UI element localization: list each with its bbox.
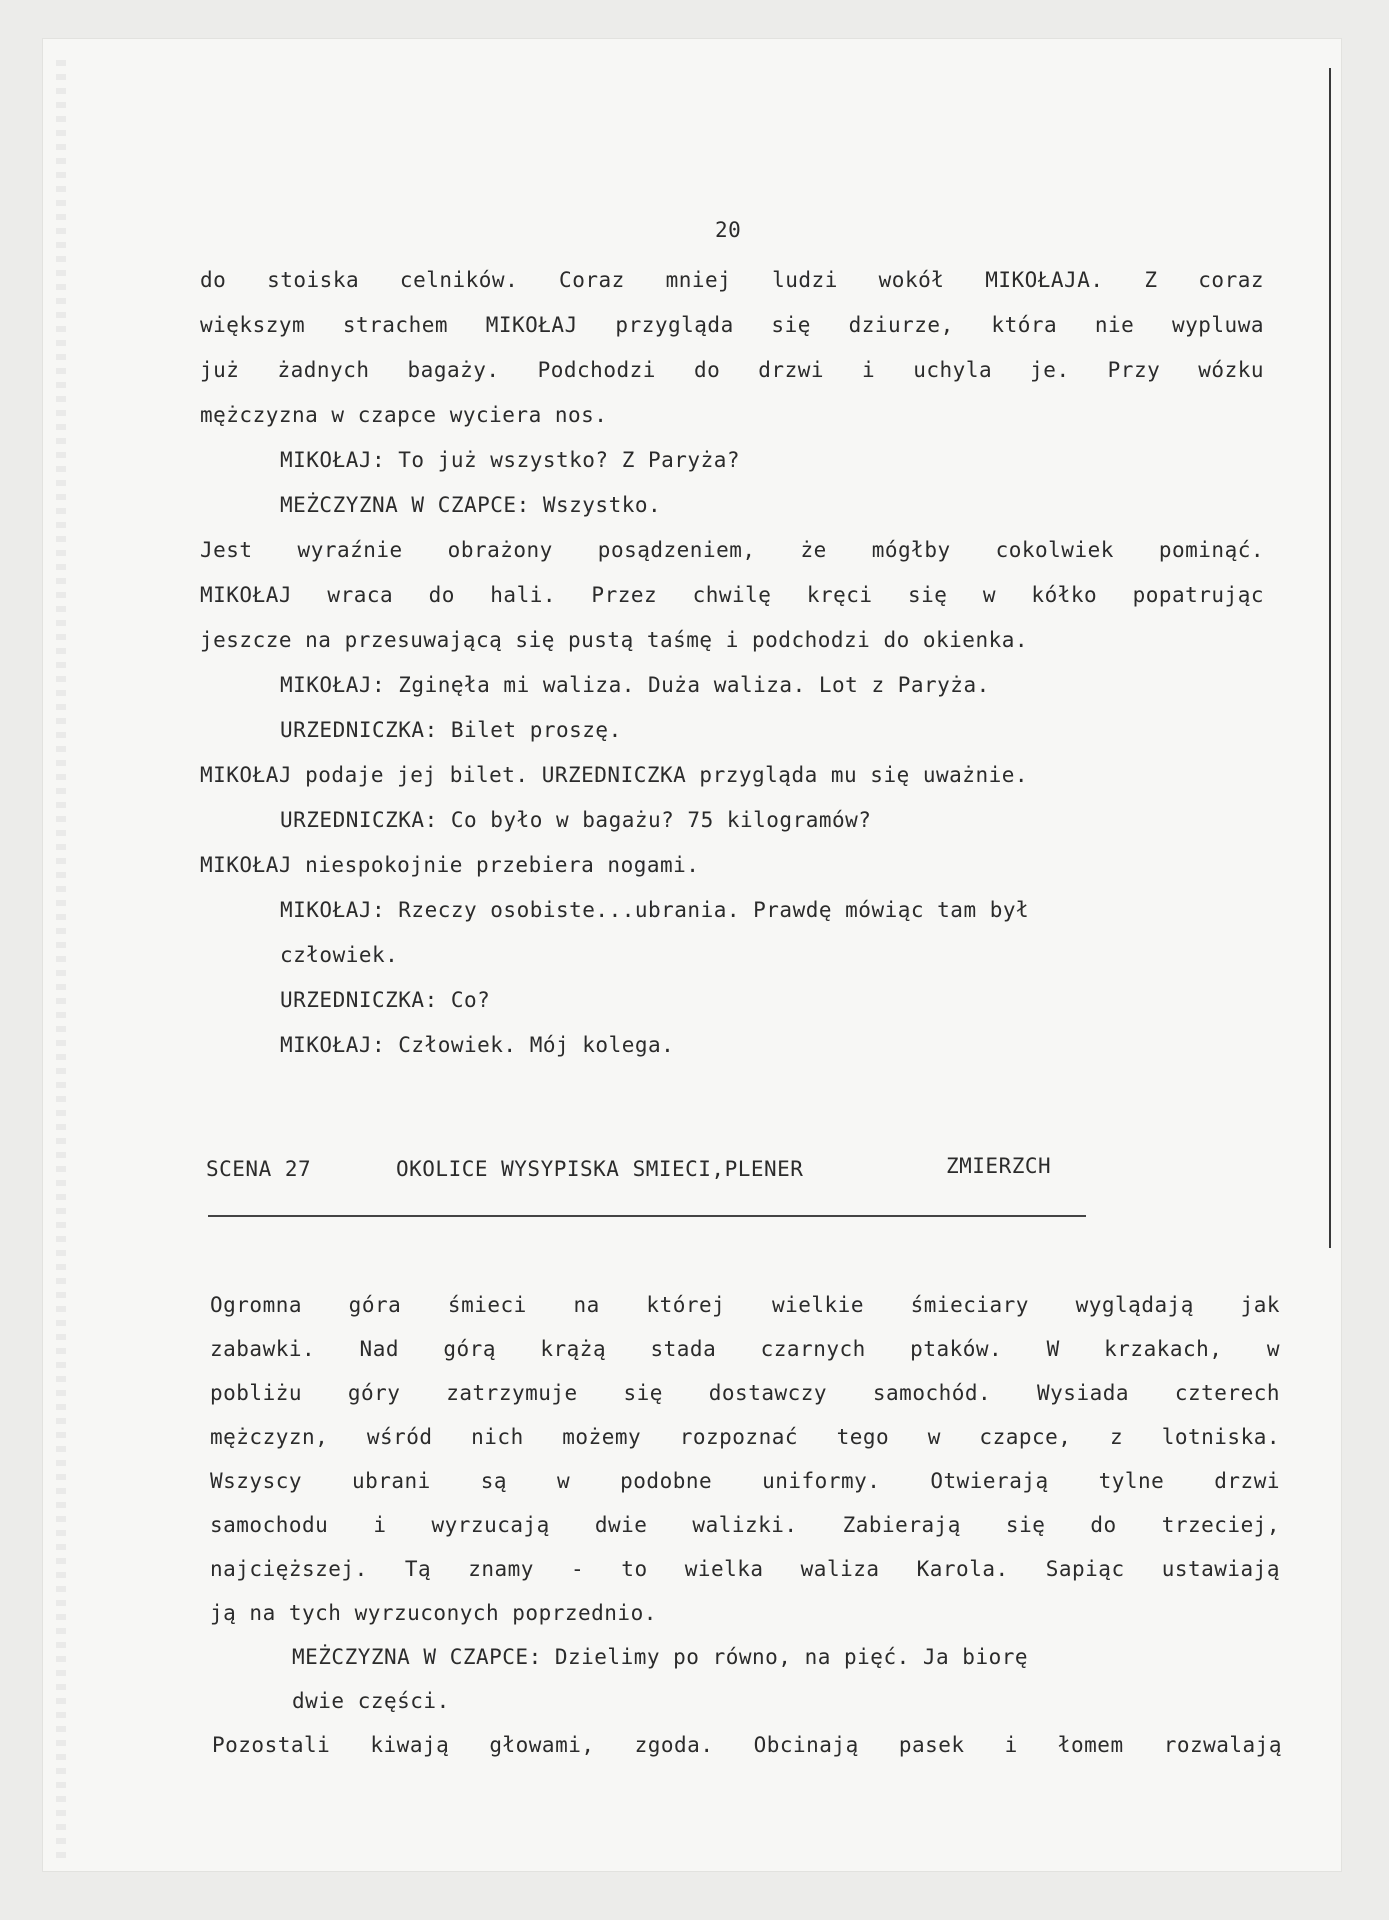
- body-line: samochodu i wyrzucają dwie walizki. Zabierają się do trzeciej,: [210, 1513, 1280, 1537]
- body-line: MIKOŁAJ podaje jej bilet. URZEDNICZKA przygląda mu się uważnie.: [200, 763, 1029, 787]
- page-margin-line: [1329, 68, 1331, 1248]
- body-line: MIKOŁAJ wraca do hali. Przez chwilę kręci się w kółko popatrując: [200, 583, 1264, 607]
- body-line: Ogromna góra śmieci na której wielkie śmieciary wyglądają jak: [210, 1293, 1280, 1317]
- scene-heading-rule: [208, 1215, 1086, 1217]
- dialogue-line: MIKOŁAJ: To już wszystko? Z Paryża?: [280, 448, 741, 472]
- dialogue-line: MIKOŁAJ: Rzeczy osobiste...ubrania. Prawdę mówiąc tam był: [280, 898, 1030, 922]
- dialogue-line: człowiek.: [280, 943, 399, 967]
- body-line: mężczyzna w czapce wyciera nos.: [200, 403, 608, 427]
- page-number: 20: [715, 218, 742, 242]
- dialogue-line: MIKOŁAJ: Zginęła mi waliza. Duża waliza. Lot z Paryża.: [280, 673, 990, 697]
- body-line: jeszcze na przesuwającą się pustą taśmę i podchodzi do okienka.: [200, 628, 1029, 652]
- scene-number: SCENA 27: [206, 1157, 312, 1181]
- body-line: Jest wyraźnie obrażony posądzeniem, że mógłby cokolwiek pominąć.: [200, 538, 1264, 562]
- dialogue-line: MEŻCZYZNA W CZAPCE: Dzielimy po równo, na pięć. Ja biorę: [292, 1645, 1029, 1669]
- dialogue-line: dwie części.: [292, 1689, 450, 1713]
- dialogue-line: URZEDNICZKA: Co?: [280, 988, 491, 1012]
- dialogue-line: URZEDNICZKA: Bilet proszę.: [280, 718, 622, 742]
- dialogue-line: URZEDNICZKA: Co było w bagażu? 75 kilogramów?: [280, 808, 872, 832]
- dialogue-line: MIKOŁAJ: Człowiek. Mój kolega.: [280, 1033, 675, 1057]
- body-line: zabawki. Nad górą krążą stada czarnych ptaków. W krzakach, w: [210, 1337, 1280, 1361]
- body-line: pobliżu góry zatrzymuje się dostawczy samochód. Wysiada czterech: [210, 1381, 1280, 1405]
- body-line: ją na tych wyrzuconych poprzednio.: [210, 1601, 657, 1625]
- body-line: MIKOŁAJ niespokojnie przebiera nogami.: [200, 853, 700, 877]
- body-line: Wszyscy ubrani są w podobne uniformy. Otwierają tylne drzwi: [210, 1469, 1280, 1493]
- body-line: już żadnych bagaży. Podchodzi do drzwi i uchyla je. Przy wózku: [200, 358, 1264, 382]
- body-line: Pozostali kiwają głowami, zgoda. Obcinają pasek i łomem rozwalają: [212, 1733, 1282, 1757]
- body-line: najcięższej. Tą znamy - to wielka waliza Karola. Sapiąc ustawiają: [210, 1557, 1280, 1581]
- dialogue-line: MEŻCZYZNA W CZAPCE: Wszystko.: [280, 493, 662, 517]
- body-line: większym strachem MIKOŁAJ przygląda się dziurze, która nie wypluwa: [200, 313, 1264, 337]
- scene-time: ZMIERZCH: [946, 1154, 1052, 1178]
- scene-location: OKOLICE WYSYPISKA SMIECI,PLENER: [396, 1157, 804, 1181]
- scan-binding-edge: [56, 60, 66, 1860]
- body-line: do stoiska celników. Coraz mniej ludzi wokół MIKOŁAJA. Z coraz: [200, 268, 1264, 292]
- body-line: mężczyzn, wśród nich możemy rozpoznać tego w czapce, z lotniska.: [210, 1425, 1280, 1449]
